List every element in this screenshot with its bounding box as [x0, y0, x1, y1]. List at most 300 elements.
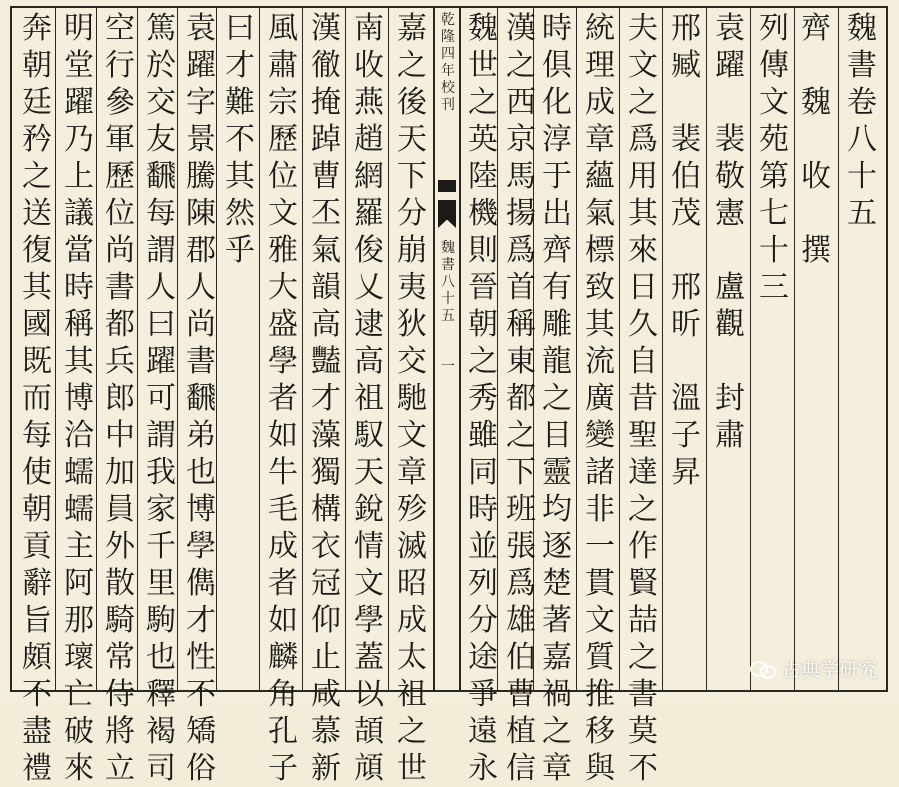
glyph: 議 [64, 196, 94, 231]
glyph: 復 [22, 233, 52, 268]
glyph: 喆 [628, 603, 658, 638]
glyph: 都 [105, 307, 135, 342]
glyph: 達 [628, 455, 658, 490]
glyph: 俱 [542, 48, 572, 83]
glyph: 侍 [105, 677, 135, 712]
glyph: 頗 [22, 640, 52, 675]
glyph [671, 84, 701, 121]
glyph: 中 [105, 418, 135, 453]
column-rule [137, 6, 138, 692]
glyph: 時 [64, 270, 94, 305]
glyph: 蠕 [64, 455, 94, 490]
glyph: 逮 [354, 307, 384, 342]
glyph: 嘉 [397, 11, 427, 46]
glyph: 立 [105, 751, 135, 786]
glyph: 朝 [468, 307, 498, 342]
glyph: 後 [397, 85, 427, 120]
glyph: 其 [64, 344, 94, 379]
glyph: 自 [628, 344, 658, 379]
glyph: 乃 [64, 122, 94, 157]
glyph: 殄 [397, 492, 427, 527]
glyph: 成 [585, 85, 615, 120]
glyph: 我 [146, 455, 176, 490]
glyph: 其 [585, 307, 615, 342]
glyph: 南 [354, 11, 384, 46]
glyph: 歷 [105, 159, 135, 194]
glyph: 狄 [397, 307, 427, 342]
glyph: 時 [468, 492, 498, 527]
glyph: 與 [585, 751, 615, 786]
glyph: 景 [186, 122, 216, 157]
glyph: 統 [585, 11, 615, 46]
glyph: 收 [354, 48, 384, 83]
glyph [441, 325, 455, 342]
glyph: 也 [146, 640, 176, 675]
glyph: 大 [268, 270, 298, 305]
glyph: 爭 [468, 677, 498, 712]
glyph: 謂 [146, 418, 176, 453]
subjects-row-2 [669, 10, 703, 692]
glyph: 交 [397, 344, 427, 379]
glyph: 飜 [146, 159, 176, 194]
glyph: 豔 [311, 344, 341, 379]
glyph: 聖 [628, 418, 658, 453]
glyph: 信 [506, 751, 536, 786]
column-rule [619, 6, 620, 692]
glyph: 來 [628, 233, 658, 268]
glyph: 馭 [354, 418, 384, 453]
glyph: 七 [759, 196, 789, 231]
glyph: 分 [397, 196, 427, 231]
glyph: 矯 [186, 714, 216, 749]
glyph: 來 [64, 751, 94, 786]
glyph: 禍 [542, 677, 572, 712]
glyph: 學 [186, 529, 216, 564]
glyph: 麟 [268, 640, 298, 675]
glyph: 氣 [585, 196, 615, 231]
glyph: 明 [64, 11, 94, 46]
glyph [671, 232, 701, 269]
glyph: 太 [397, 640, 427, 675]
glyph: 銳 [354, 492, 384, 527]
column-rule [662, 6, 663, 692]
glyph: 阿 [64, 566, 94, 601]
center-strip-edition [440, 12, 456, 114]
glyph: 於 [146, 48, 176, 83]
glyph: 分 [468, 603, 498, 638]
glyph: 者 [268, 381, 298, 416]
glyph: 文 [628, 48, 658, 83]
glyph: 騰 [186, 159, 216, 194]
glyph: 之 [542, 381, 572, 416]
glyph: 並 [468, 529, 498, 564]
glyph: 徹 [311, 48, 341, 83]
glyph: 文 [585, 603, 615, 638]
glyph: 成 [397, 603, 427, 638]
glyph: 文 [397, 418, 427, 453]
glyph: 流 [585, 344, 615, 379]
column-rule [345, 6, 346, 692]
glyph: 用 [628, 159, 658, 194]
glyph: 書 [441, 257, 455, 273]
glyph: 釋 [146, 677, 176, 712]
glyph: 參 [105, 85, 135, 120]
glyph: 世 [468, 48, 498, 83]
glyph: 每 [146, 196, 176, 231]
glyph: 植 [506, 714, 536, 749]
glyph: 之 [397, 48, 427, 83]
glyph: 飜 [186, 381, 216, 416]
glyph: 不 [628, 751, 658, 786]
glyph: 成 [268, 529, 298, 564]
text-column [309, 10, 343, 786]
glyph [801, 195, 831, 232]
glyph: 踔 [311, 122, 341, 157]
text-column [540, 10, 574, 786]
text-column [466, 10, 500, 786]
glyph: 張 [506, 529, 536, 564]
glyph: 趙 [354, 122, 384, 157]
glyph: 外 [105, 529, 135, 564]
glyph: 書 [105, 270, 135, 305]
glyph: 既 [22, 344, 52, 379]
glyph: 將 [105, 714, 135, 749]
fish-tail-mark [438, 180, 456, 192]
watermark-text: 古典学研究 [781, 659, 877, 681]
column-rule [838, 6, 839, 692]
glyph: 位 [268, 159, 298, 194]
glyph: 雅 [268, 233, 298, 268]
glyph: 慕 [311, 714, 341, 749]
glyph: 其 [628, 196, 658, 231]
glyph: 牛 [268, 455, 298, 490]
glyph: 同 [468, 455, 498, 490]
glyph: 齊 [542, 233, 572, 268]
glyph: 孔 [268, 714, 298, 749]
glyph: 爲 [506, 566, 536, 601]
glyph: 矜 [22, 122, 52, 157]
glyph: 瓌 [64, 640, 94, 675]
glyph: 然 [225, 196, 255, 231]
glyph: 隆 [441, 29, 455, 45]
glyph: 伯 [671, 159, 701, 194]
glyph: 掩 [311, 85, 341, 120]
glyph: 漢 [311, 11, 341, 46]
glyph: 躍 [715, 48, 745, 83]
glyph: 兵 [105, 344, 135, 379]
glyph: 于 [542, 159, 572, 194]
glyph: 破 [64, 714, 94, 749]
glyph: 學 [354, 603, 384, 638]
glyph: 網 [354, 159, 384, 194]
glyph [671, 343, 701, 380]
glyph: 四 [441, 46, 455, 62]
glyph: 列 [468, 566, 498, 601]
glyph: 下 [506, 455, 536, 490]
glyph: 楚 [542, 566, 572, 601]
glyph: 龍 [542, 344, 572, 379]
glyph: 每 [22, 418, 52, 453]
glyph: 卷 [847, 85, 877, 120]
glyph: 夷 [397, 270, 427, 305]
glyph: 氣 [311, 233, 341, 268]
glyph: 稱 [64, 307, 94, 342]
glyph: 雄 [506, 603, 536, 638]
glyph: 俊 [354, 233, 384, 268]
glyph: 其 [225, 159, 255, 194]
glyph: 堂 [64, 48, 94, 83]
glyph: 邢 [671, 11, 701, 46]
glyph: 五 [441, 308, 455, 324]
glyph: 十 [759, 233, 789, 268]
glyph: 頡 [354, 714, 384, 749]
glyph: 騎 [105, 603, 135, 638]
glyph: 高 [354, 344, 384, 379]
glyph: 送 [22, 196, 52, 231]
glyph: 天 [354, 455, 384, 490]
glyph: 陳 [186, 196, 216, 231]
glyph: 雖 [468, 418, 498, 453]
glyph: 致 [585, 270, 615, 305]
glyph: 下 [397, 159, 427, 194]
glyph: 都 [506, 381, 536, 416]
glyph: 東 [506, 344, 536, 379]
glyph: 十 [441, 291, 455, 307]
glyph: 遠 [468, 714, 498, 749]
wechat-icon [750, 659, 776, 679]
glyph: 高 [311, 307, 341, 342]
glyph: 人 [146, 270, 176, 305]
glyph: 風 [268, 11, 298, 46]
glyph: 蠕 [64, 492, 94, 527]
glyph: 天 [397, 122, 427, 157]
book-title [845, 10, 879, 692]
glyph: 弟 [186, 418, 216, 453]
glyph: 標 [585, 233, 615, 268]
glyph: 軍 [105, 122, 135, 157]
glyph: 伯 [506, 640, 536, 675]
glyph: 曹 [506, 677, 536, 712]
glyph: 才 [311, 381, 341, 416]
glyph: 不 [225, 122, 255, 157]
glyph: 頏 [354, 751, 384, 786]
glyph: 躍 [186, 48, 216, 83]
glyph: 盛 [268, 307, 298, 342]
glyph: 之 [468, 344, 498, 379]
glyph: 其 [22, 270, 52, 305]
glyph: 韻 [311, 270, 341, 305]
glyph: 日 [628, 270, 658, 305]
glyph: 撰 [801, 233, 831, 268]
watermark [750, 655, 877, 682]
glyph: 位 [105, 196, 135, 231]
glyph: 臧 [671, 48, 701, 83]
glyph: 靈 [542, 455, 572, 490]
glyph: 盧 [715, 270, 745, 305]
glyph: 辭 [22, 566, 52, 601]
glyph: 學 [268, 344, 298, 379]
glyph: 燕 [354, 85, 384, 120]
glyph: 當 [64, 233, 94, 268]
glyph: 著 [542, 603, 572, 638]
glyph: 出 [542, 196, 572, 231]
glyph: 魏 [441, 240, 455, 256]
glyph: 主 [64, 529, 94, 564]
glyph: 曰 [146, 307, 176, 342]
glyph: 嘉 [542, 640, 572, 675]
glyph: 止 [311, 640, 341, 675]
glyph: 如 [268, 603, 298, 638]
glyph: 賢 [628, 566, 658, 601]
column-rule [302, 6, 303, 692]
glyph: 之 [628, 85, 658, 120]
glyph: 文 [759, 85, 789, 120]
glyph: 齊 [801, 11, 831, 46]
glyph: 夫 [628, 11, 658, 46]
glyph: 謂 [146, 233, 176, 268]
glyph [715, 343, 745, 380]
glyph: 馬 [506, 159, 536, 194]
glyph: 邢 [671, 270, 701, 305]
glyph: 上 [64, 159, 94, 194]
glyph: 蓋 [354, 640, 384, 675]
glyph: 昭 [397, 566, 427, 601]
glyph: 儁 [186, 566, 216, 601]
column-rule [259, 6, 260, 692]
glyph: 衣 [311, 529, 341, 564]
glyph: 司 [146, 751, 176, 786]
glyph: 馳 [397, 381, 427, 416]
glyph: 世 [397, 751, 427, 786]
glyph: 躍 [64, 85, 94, 120]
glyph: 也 [186, 455, 216, 490]
glyph: 途 [468, 640, 498, 675]
glyph: 校 [441, 80, 455, 96]
glyph: 之 [506, 418, 536, 453]
glyph: 傳 [759, 48, 789, 83]
glyph: 滅 [397, 529, 427, 564]
glyph: 書 [628, 677, 658, 712]
glyph: 蘊 [585, 159, 615, 194]
glyph: 子 [671, 418, 701, 453]
glyph [801, 47, 831, 84]
glyph: 京 [506, 122, 536, 157]
glyph: 空 [105, 11, 135, 46]
subjects-row-1 [713, 10, 747, 692]
glyph: 里 [146, 566, 176, 601]
glyph: 如 [268, 418, 298, 453]
glyph: 苑 [759, 122, 789, 157]
glyph: 構 [311, 492, 341, 527]
glyph: 獨 [311, 455, 341, 490]
glyph: 有 [542, 270, 572, 305]
glyph: 之 [397, 714, 427, 749]
glyph: 子 [268, 751, 298, 786]
glyph: 封 [715, 381, 745, 416]
glyph: 憲 [715, 196, 745, 231]
glyph: 書 [847, 48, 877, 83]
glyph: 郡 [186, 233, 216, 268]
glyph: 貫 [585, 566, 615, 601]
glyph: 溫 [671, 381, 701, 416]
glyph: 文 [268, 196, 298, 231]
text-column [266, 10, 300, 786]
glyph: 章 [397, 455, 427, 490]
glyph: 乎 [225, 233, 255, 268]
glyph: 之 [506, 48, 536, 83]
glyph: 作 [628, 529, 658, 564]
glyph: 藻 [311, 418, 341, 453]
glyph: 才 [225, 48, 255, 83]
text-column [583, 10, 617, 786]
glyph: 祖 [397, 677, 427, 712]
glyph: 陸 [468, 159, 498, 194]
glyph: 首 [506, 270, 536, 305]
glyph: 書 [186, 344, 216, 379]
glyph: 推 [585, 677, 615, 712]
glyph: 廷 [22, 85, 52, 120]
glyph: 羅 [354, 196, 384, 231]
glyph: 友 [146, 122, 176, 157]
glyph: 魏 [847, 11, 877, 46]
glyph: 冠 [311, 566, 341, 601]
glyph: 收 [801, 159, 831, 194]
glyph: 逐 [542, 529, 572, 564]
glyph: 肅 [268, 48, 298, 83]
glyph: 觀 [715, 307, 745, 342]
glyph: 昕 [671, 307, 701, 342]
glyph: 機 [468, 196, 498, 231]
glyph: 目 [542, 418, 572, 453]
glyph: 躍 [146, 344, 176, 379]
glyph: 裴 [671, 122, 701, 157]
glyph: 駒 [146, 603, 176, 638]
header-author [799, 10, 833, 692]
glyph: 貢 [22, 529, 52, 564]
glyph: 八 [441, 274, 455, 290]
glyph: 篤 [146, 11, 176, 46]
glyph: 永 [468, 751, 498, 786]
glyph: 奔 [22, 11, 52, 46]
column-rule [576, 6, 577, 692]
glyph: 褐 [146, 714, 176, 749]
glyph: 常 [105, 640, 135, 675]
glyph: 博 [64, 381, 94, 416]
glyph: 稱 [506, 307, 536, 342]
glyph: 列 [759, 11, 789, 46]
glyph: 祖 [354, 381, 384, 416]
glyph: 曰 [225, 11, 255, 46]
glyph: 章 [585, 122, 615, 157]
glyph: 章 [542, 751, 572, 786]
glyph: 非 [585, 492, 615, 527]
glyph: 之 [22, 159, 52, 194]
glyph: 茂 [671, 196, 701, 231]
glyph: 不 [22, 677, 52, 712]
glyph: 行 [105, 48, 135, 83]
glyph: 洽 [64, 418, 94, 453]
glyph: 家 [146, 492, 176, 527]
glyph: 秀 [468, 381, 498, 416]
glyph: 漢 [506, 11, 536, 46]
glyph: 國 [22, 307, 52, 342]
glyph: 文 [354, 566, 384, 601]
glyph: 揚 [506, 196, 536, 231]
text-column [62, 10, 96, 786]
text-column [352, 10, 386, 786]
glyph: 仰 [311, 603, 341, 638]
glyph [715, 84, 745, 121]
